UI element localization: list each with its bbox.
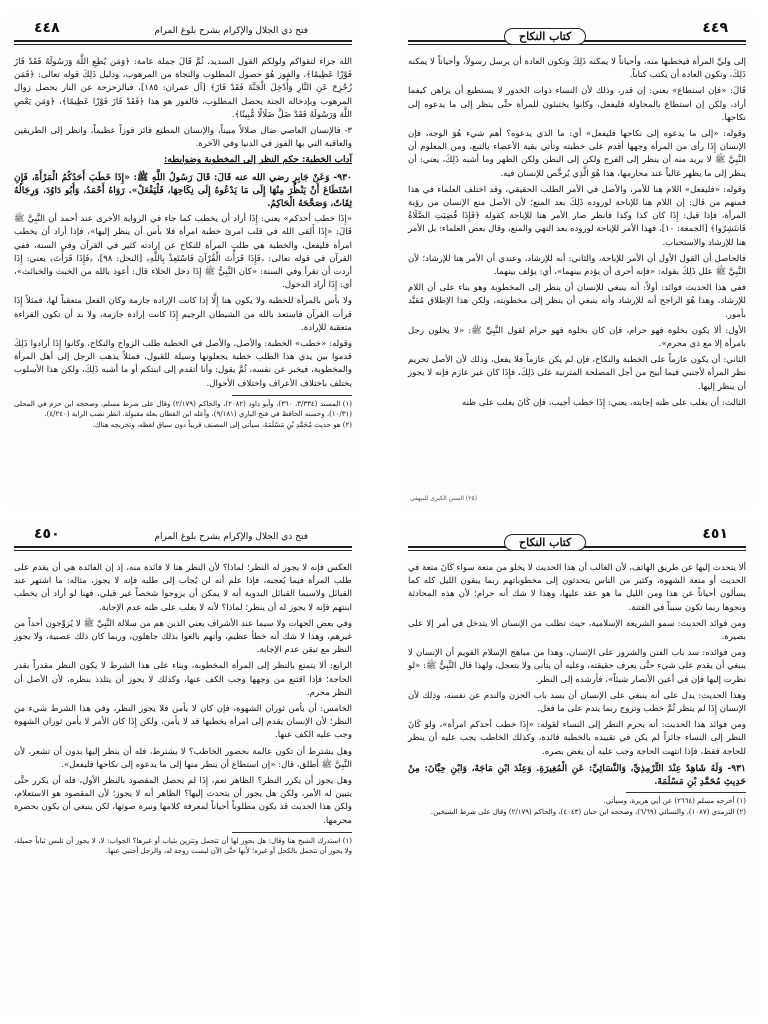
book-page-451 [400,520,754,1012]
header-rule [14,550,352,551]
footnotes [14,836,352,856]
paragraph: الأول: ألا يكون بخلوة فهو حرام، فإن كان بخلوة فهو حرام لقول النَّبِيِّ ﷺ: «لا يخلون رجل بامرأة إلا مع ذي محرم». [408,325,746,350]
page-body [14,56,352,391]
paragraph: «إِذَا خطب أحدكم» يعني: إِذَا أراد أن يخطب كما جاء في الرواية الأخرى عند أحمد أن النَّبِيَّ ﷺ قَالَ: «إِذَا أَلقى الله في قلب امرئ خطبة امرأة فلا بأس أن ينظر إليها»، فإذا أراد أن يخطب امرأة فليفعل، والخطبة هي طلب المرأة للنكاح عن إرادته كثير في القرآن وفي السنة، ففي القرآن في قوله تعالى: ﴿فَإِذَا قَرَأْتَ الْقُرْآنَ فَاسْتَعِذْ بِاللَّهِ﴾ [النحل: ٩٨]، ﴿فَإِذَا قَرَأْتَ﴾ يعني: إِذَا أردت أن تقرأ وفي السنة: «كان النَّبِيُّ ﷺ إِذَا دخل الخلاء قال: أعوذ بالله من الخبث والخبائث»، أي: إِذَا أراد الدخول. [14,214,352,291]
paragraph: الرابع: ألا يتمتع بالنظر إلى المرأة المخطوبة، وبناء على هذا الشرط لا يكون النظر مقدراً بقدر الحاجة؛ فإذا اقتنع من وجهها وجب الكف عنها، وكذلك لا يجوز أن يتلذذ بنظره، لأن الأصل أن النظر محرم. [14,661,352,698]
page-header [14,520,352,562]
paragraph: الله جزاء لتقواكم ولولكم القول السديد، ثُمَّ قَالَ جملة عامة: ﴿وَمَن يُطِعِ اللَّهَ وَرَسُولَهُ فَقَدْ فَازَ فَوْزًا عَظِيمًا﴾، والفوز هُوَ حصول المطلوب والنجاة من المرهوب، ودليل ذَلِكَ قوله تعالى: ﴿فَمَن زُحْزِحَ عَنِ النَّارِ وَأُدْخِلَ الْجَنَّةَ فَقَدْ فَازَ﴾ [آل عمران: ١٨٥]، فبالزحزحة عن النار يحصل زوال المرهوب وبإدخاله الجنة يحصل المطلوب، فالفوز هو هذا ﴿فَقَدْ فَازَ فَوْزًا عَظِيمًا﴾، ﴿وَمَن يَعْصِ اللَّهَ وَرَسُولَهُ فَقَدْ ضَلَّ ضَلَالًا مُّبِينًا﴾. [14,57,353,120]
footnotes [408,796,746,817]
paragraph: وهذا الحديث: يدل على أنه ينبغي على الإنسان أن يسد باب الحزن والندم عن نفسه، وذلك لأن الإنسان إِذَا لم ينظر ثُمَّ خطب وتزوج ربما يندم على ما فعل. [408,690,746,715]
paragraph: وقوله: «فليفعل» اللام هنا للأمر، والأصل في الأمر الطلب الحقيقي، وقد اختلف العلماء في هذا فمنهم من قال: إن اللام هنا للإباحة لوروده ذَلِكَ بعد المنع؛ لأن الأصل منع الإنسان من رؤية المرأة، فإذا قيل: إِذَا كان كذا وكذا فانظر صار الأمر هنا للإباحة كقوله ﴿فَإِذَا قُضِيَتِ الصَّلَاةُ فَانتَشِرُوا﴾ [الجمعة: ١٠]، فهذا الأمر للإباحة لوروده بعد النهي والمنع، وقال بعض العلماء: بل الأمر هنا للإرشاد والاستحباب. [408,184,746,248]
header-rule [14,44,352,45]
paragraph: إلى وليِّ المرأة فيخطبها منه، وأحياناً لا يمكنه ذَلِكَ وتكون العادة أن يرسل رسولاً، وأحياناً لا يمكنه ذَلِكَ، وتكون العادة أن يكتب كتاباً. [408,57,746,81]
hadith-text: ٩٣١- وَلَهُ شَاهِدٌ عِنْدَ التِّرْمِذِيِّ، وَالنَّسَائِيِّ: عَنِ الْمُغِيرَةِ. وَعِنْدَ ابْنِ مَاجَهْ، وَابْنِ حِبَّانَ: مِنْ حَدِيثِ مُحَمَّدِ بْنِ مَسْلَمَةَ. [408,762,746,788]
paragraph: الثاني: أن يكون عازماً على الخطبة والنكاح، فإن لم يكن عازماً فلا يفعل، وذلك لأن الأصل تحريم نظر المرأة لأجنبي فيما أبيح من أجل المصلحة المترتبة على ذَلِكَ، فإِذَا كان غير عازم فإنه لا يجوز أن ينظر إليها. [408,355,746,392]
footnote: (١) المسند (٣/٣٣٤، ٣٦٠)، وأبو داود (٢٠٨٢)، والحاكم (٢/١٧٩) وقال على شرط مسلم، وصححه ابن حزم في المحلى (١٠/٣١)، وحسنه الحافظ في فتح الباري (٩/١٨١)، وأعله ابن القطان بعلة مقبولة. انظر نصب الراية (٤/٢٤٠). [14,399,352,418]
paragraph: ومن فوائد هذا الحديث: أنه يحرم النظر إلى النساء لقوله: «إِذَا خطب أحدكم امرأة»، ولو كَانَ النظر إلى النساء جائزاً لم يكن في تقييده بالخطبة فائدة، وكذلك الخاطب يجب عليه أن ينظر للحاجة فقط، فإذا انتهت الحاجة وجب عليه أن يغض بصره. [408,720,746,757]
paragraph: ولا بأس بالمرأة للخطبة ولا يكون هنا إِلَّا إذا كانت الإرادة جازمة وكان الفعل متعقباً لها، فمثلاً إِذَا قرأت القرآن فاستعذ بالله من الشيطان الرجيم إِذَا كانت إرادة جازمة، ولا بد أن تكون القراءة متعقبة للإرادة. [14,296,352,333]
header-rule [14,546,352,548]
page-header [408,520,746,562]
hadith-text: ٩٣٠- وَعَنْ جَابِرٍ رضي الله عنه قَالَ: قَالَ رَسُولُ اللَّهِ ﷺ: «إِذَا خَطَبَ أَحَدُكُمُ الْمَرْأَةَ، فَإِنِ اسْتَطَاعَ أَنْ يَنْظُرَ مِنْهَا إِلَى مَا يَدْعُوهُ إِلَى نِكَاحِهَا، فَلْيَفْعَلْ». رَوَاهُ أَحْمَدُ، وَأَبُو دَاوُدَ، وَرِجَالُهُ ثِقَاتٌ، وَصَحَّحَهُ الْحَاكِمُ. [14,171,352,210]
page-header [14,14,352,56]
paragraph: قَالَ: «فإن استطاع» يعني: إن قدر، وذلك لأن النساء ذوات الخدور لا يستطيع أن يراهن كيفما أراد، ولكن إن استطاع بالمحاولة فليفعل، وكانوا يختبئون للمرأة حتَّى ينظر إلى ما يدعوه إلى نكاحها. [408,86,746,123]
page-note: (٢٥) السنن الكبرى للبيهقي [410,495,477,502]
footnote: (١) استدرك الشيخ هنا وقال: هل يجوز لها أن تتجمل وتتزين بثياب أو غيرها؟ الجواب: لا، لا يجوز أن تلبس ثياباً جميلة، ولا يجوز أن تتجمل بالكحل أو غيره؛ لأنها حتَّى الآن ليست زوجة له، والرجل أجنبي عنها. [14,836,353,855]
running-title: فتح ذي الجلال والإكرام بشرح بلوغ المرام [150,532,312,542]
page-header [408,14,746,56]
book-page-450 [6,520,360,1012]
page-number: ٤٤٩ [702,20,728,36]
footnote: (٢) الترمذي (١٠٨٧)، والنسائي (٦/٦٩)، وصححه ابن حبان (٤٠٤٣)، والحاكم (٢/١٧٩) وقال على شرط الشيخين. [430,808,746,817]
paragraph: وهل يشترط أن تكون عالمة بحضور الخاطب؟ لا يشترط، فله أن ينظر إليها بدون أن تشعر، لأن النَّبِيَّ ﷺ أطلق، قال: «إن استطاع أن ينظر منها إلى ما يدعوه إلى نكاحها فليفعل». [14,746,352,770]
footnote: (١) أخرجه مسلم (٢٦٦٤) عن أبي هريرة، وسيأتي. [603,797,746,806]
footnote: (٢) هو حديث مُحَمَّدِ بْنِ مَسْلَمَةَ، سيأتي إلى المصنف قريباً دون سياق لفظه، وتخريجه هناك. [92,420,352,429]
footnote-rule [232,395,352,396]
footnote-rule [232,832,352,833]
paragraph: الخامس: أن يأمن ثوران الشهوة، فإن كان لا يأمن فلا يجوز النظر، وفي هذا الشرط شيء من النظر؛ لأن الإنسان يقدم إلى امرأة يخطبها قد لا يأمن، ولكن إِذَا كان الأمر لا يأمن ثوران الشهوة وجب عليه الكف عنها. [14,704,352,741]
page-number: ٤٤٨ [34,20,60,36]
paragraph: ومن فوائده: سد باب الفتن والشرور على الإنسان، وهذا من مباهج الإسلام القويم أن الإنسان لا ينبغي أن يقدم على شيء حتَّى يعرف حقيقته، وعليه أن يتأنى ولا يتعجل، ولهذا قال النَّبِيُّ ﷺ: «لو نظرت إليها فإن في أعين الأنصار شيئاً»، فأرشده إلى النظر. [408,648,746,685]
page-body [408,56,746,410]
paragraph: وقوله: «إلى ما يدعوه إلى نكاحها فليفعل» أي: ما الذي يدعوه؟ أهم شيء هُوَ الوجه، فإن الإنسان إِذَا رأى من المرأة وجهها أقدم على خطبته وتأتي بقية الأعضاء بالتبع، ومن المعلوم أن النَّبِيَّ ﷺ لا يريد منه أن ينظر إلى الفرج ولكن إلى البطن ولكن الظهر وما أشبه ذَلِكَ، يعني: أن ينظر إلى ما يظهر غالباً عند محارمها، هذا هُوَ الَّذِي يُرخَّص للإنسان فيه. [408,129,746,179]
footnotes [14,399,352,430]
running-title: فتح ذي الجلال والإكرام بشرح بلوغ المرام [150,26,312,36]
paragraph: العكس فإنه لا يجوز له النظر؛ لماذا؟ لأن النظر هنا لا فائدة منه، إذ إن الفائدة هي أن يقدم على طلب المرأة فيما يُعجبه، فإذا علم أنه لن يُجاب إلى طلبه فإنه لا يجوز، مثاله: ما اشتهر عند القبائل ولاسيما القبائل البدوية أنه لا يمكن أن يزوجوا شخصاً غير قبلي، فهنا لو أراد أن يخطب ابنتهم فإنه لا يجوز له أن ينظر؛ لماذا؟ لأنه لا يغلب على ظنه عدم الإجابة. [14,563,352,613]
footnote-rule [626,792,746,793]
page-body [14,562,352,828]
header-rule [14,40,352,42]
paragraph: ٣- فالإنسان العاصي ضال ضلالاً مبيناً، والإنسان المطيع فائز فوزاً عظيماً، وانظر إلى الطريقين والعاقبة التي بها الفوز في الدنيا وفي الآخرة. [14,126,352,150]
paragraph: ألا يتحدث إليها عن طريق الهاتف، لأن الغالب أن هذا الحديث لا يخلو من متعة سواء كَانَ متعة في الحديث أو متعة الشهوة، وكثير من الناس يتحدثون إلى مخطوباتهم ربما يبقون الليل كله كما يسألون أحياناً عن هذا ومن الليل ما هو عقد عليها، وهذا لا شك أنه حرام؛ لأن هذه المحادثة ونحوها ربما تكون سبباً في الفتنة. [408,563,746,613]
page-number: ٤٥٠ [34,526,60,542]
paragraph: وفي بعض الجهات ولا سيما عند الأشراف يعني الذين هم من سلالة النَّبِيِّ ﷺ لا يُزوِّجون أحداً من غيرهم، وهذا لا شك أنه خطأ عظيم، وأنهم بالغوا بذلك جاهلون، وربما كان ذلك عصبية، ولا يجوز النظر مع تيقن عدم الإجابة. [14,618,352,656]
chapter-title: كتاب النكاح [504,28,586,45]
section-heading: آداب الخطبة: حكم النظر إلى المخطوبة وضوابطه: [164,155,352,166]
paragraph: وقوله: «خطب» الخطبة: والأصل، والأصل في الخطبة طلب الزواج والنكاح، وكانوا إِذَا أرادوا ذَلِكَ قدموا بين يدي هذا الطلب خطبة يجعلونها وسيلة للقبول، فمثلاً يذهب الرجل إلى أهل المرأة والمخطوبة، فيخبر عن نفسه، ثُمَّ يقول: وأنا أتقدم إلى ابنتكم أو ما أشبه ذَلِكَ، ولكن هذا الأسلوب يختلف باختلاف الأعراف واختلاف الأحوال. [14,339,352,389]
book-page-449 [400,14,754,506]
paragraph: ومن فوائد الحديث: سمو الشريعة الإسلامية، حيث تطلب من الإنسان ألا يتدخل في أمر إلا على بصيرة. [408,618,746,643]
paragraph: فالحاصل أن القول الأول أن الأمر للإباحة، والثاني: أنه للإرشاد، وعندي أن الأمر هنا للإرشاد؛ لأن النَّبِيَّ ﷺ علل ذَلِكَ بقوله: «فإنه أحرى أن يؤدم بينهما»، أي: يؤلف بينهما. [408,253,746,278]
page-number: ٤٥١ [702,526,728,542]
page-body [408,562,746,788]
paragraph: وهل يجوز أن يكرر النظر؟ الظاهر نعم، إِذَا لم يحصل المقصود بالنظر الأول، فله أن يكرر حتَّى يتبين له الأمر، ولكن هل يجوز أن يتحدث إليها؟ الظاهر أنه لا يجوز؛ لأن المقصود هو الاستعلام، ولكن هذا الحديث قد يكون مطلوباً أحياناً لمعرفة كلامها ونبرة صوتها، لكن ينبغي أن يكون بحضرة محرمها. [14,776,352,826]
book-page-448 [6,14,360,506]
paragraph: الثالث: أن يغلب على ظنه إجابته، يعني: إِذَا خطب أجيب، فإن كَانَ يغلب على ظنه [462,397,746,408]
chapter-title: كتاب النكاح [504,534,586,551]
paragraph: ففي هذا الحديث فوائد: أولاً: أنه ينبغي للإنسان أن ينظر إلى المخطوبة وهو بناء على أن اللام للإرشاد، وهذا هُوَ الراجح أنه للإرشاد وأنه ينبغي أن ينظر إلى مخطوبته، ولكن هذا الإطلاق مُقيَّد بأمور. [408,283,746,320]
